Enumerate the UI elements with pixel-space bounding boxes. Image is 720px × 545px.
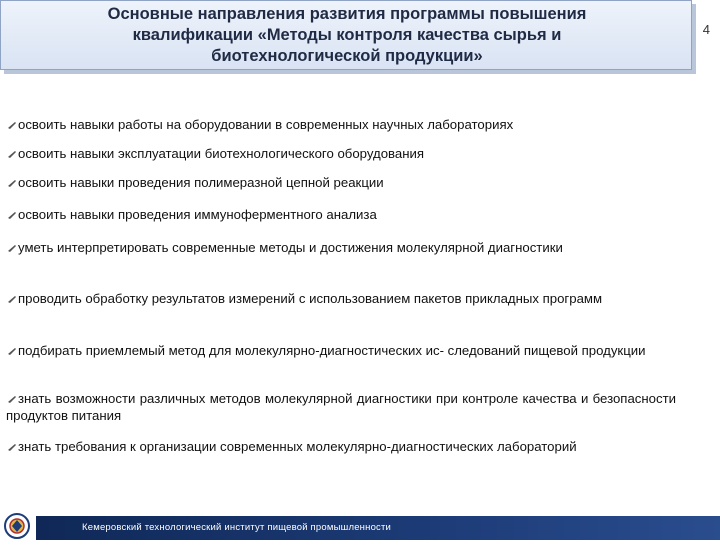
title-line-3: биотехнологической продукции» (211, 47, 483, 65)
page-number: 4 (702, 22, 710, 37)
bullet-text: освоить навыки работы на оборудовании в современных научных лабораториях (18, 117, 514, 132)
bullet-text: освоить навыки проведения полимеразной цепной реакции (18, 175, 384, 190)
bullet-item (6, 438, 676, 455)
bullet-item (6, 390, 676, 424)
bullet-icon (6, 207, 18, 217)
slide-title (1, 4, 693, 67)
title-line-1: Основные направления развития программы повышения (107, 5, 587, 23)
footer-institute-name: Кемеровский технологический институт пищевой промышленности (82, 522, 392, 533)
bullet-item (6, 342, 676, 359)
title-box (0, 0, 692, 70)
bullet-icon (6, 240, 18, 250)
bullet-text: освоить навыки эксплуатации биотехнологического оборудования (18, 146, 425, 161)
bullet-text: уметь интерпретировать современные методы и достижения молекулярной диагностики (18, 240, 563, 255)
bullet-text: проводить обработку результатов измерений с использованием пакетов прикладных программ (18, 291, 603, 306)
bullet-item (6, 116, 676, 133)
bullet-item (6, 174, 676, 191)
bullet-text: подбирать приемлемый метод для молекулярно-диагностических ис- следований пищевой продукции (18, 343, 646, 358)
bullet-item (6, 145, 676, 162)
bullet-icon (6, 343, 18, 353)
footer-bar (36, 516, 720, 540)
bullet-item (6, 206, 676, 223)
bullet-text: освоить навыки проведения иммуноферментного анализа (18, 207, 377, 222)
bullet-item (6, 290, 676, 307)
bullet-icon (6, 175, 18, 185)
title-line-2: квалификации «Методы контроля качества сырья и (132, 26, 562, 44)
bullet-text: знать требования к организации современных молекулярно-диагностических лабораторий (18, 439, 577, 454)
bullet-icon (6, 291, 18, 301)
bullet-icon (6, 117, 18, 127)
bullet-item (6, 239, 676, 256)
bullet-icon (6, 439, 18, 449)
bullet-text: знать возможности различных методов молекулярной диагностики при контроле качества и безопасности продуктов питания (6, 391, 676, 423)
bullet-icon (6, 146, 18, 156)
institute-logo-icon (2, 512, 32, 540)
bullet-icon (6, 391, 18, 401)
